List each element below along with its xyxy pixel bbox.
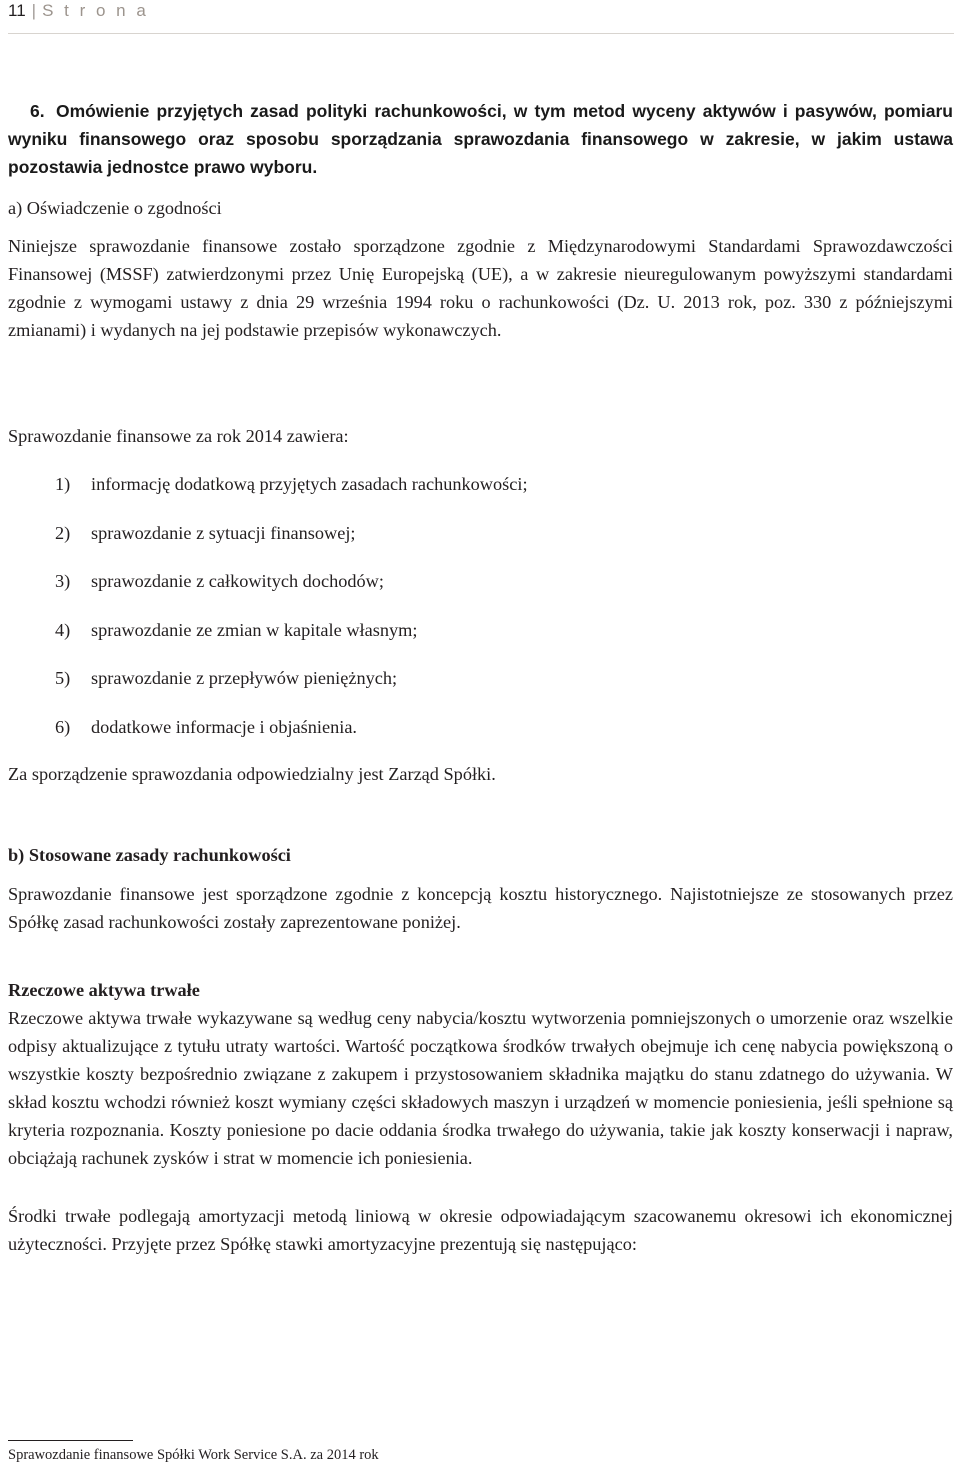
page-header	[8, 0, 149, 22]
list-item-text: sprawozdanie z sytuacji finansowej;	[91, 522, 356, 543]
page-number: 11	[8, 1, 26, 20]
page-label: S t r o n a	[42, 1, 149, 20]
section-b-heading: b) Stosowane zasady rachunkowości	[8, 845, 291, 865]
list-item-text: sprawozdanie z całkowitych dochodów;	[91, 571, 384, 592]
list-item-number: 4)	[55, 619, 71, 640]
page-footer: Sprawozdanie finansowe Spółki Work Service S.A. za 2014 rok	[8, 1447, 379, 1463]
fixed-assets-heading: Rzeczowe aktywa trwałe	[8, 980, 200, 1000]
list-item-text: sprawozdanie ze zmian w kapitale własnym;	[91, 619, 418, 640]
list-item-number: 3)	[55, 571, 71, 592]
contents-intro: Sprawozdanie finansowe za rok 2014 zawiera:	[8, 426, 349, 446]
contents-list	[55, 470, 955, 762]
list-item	[55, 519, 955, 568]
list-item	[55, 616, 955, 665]
header-separator: |	[31, 1, 37, 20]
accounting-basis-paragraph: Sprawozdanie finansowe jest sporządzone zgodnie z koncepcją kosztu historycznego. Najistotniejsze ze stosowanych przez Spółkę zasad rachunkowości zostały zaprezentowane poniżej.	[8, 884, 953, 932]
fixed-assets-paragraph: Rzeczowe aktywa trwałe wykazywane są według ceny nabycia/kosztu wytworzenia pomniejszonych o umorzenie oraz wszelkie odpisy aktualizujące z tytułu utraty wartości. Wartość początkowa środków trwałych obejmuje ich cenę nabycia powiększoną o wszystkie koszty bezpośrednio związane z zakupem i przystosowaniem składnika majątku do stanu zdatnego do używania. W skład kosztu wchodzi również koszt wymiany części składowych maszyn i urządzeń w momencie poniesienia, jeśli spełnione są kryteria rozpoznania. Koszty poniesione po dacie oddania środka trwałego do używania, takie jak koszty konserwacji i napraw, obciążają rachunek zysków i strat w momencie ich poniesienia.	[8, 1008, 953, 1168]
header-divider	[8, 33, 954, 34]
list-item	[55, 713, 955, 762]
section-6-title: Omówienie przyjętych zasad polityki rachunkowości, w tym metod wyceny aktywów i pasywów, pomiaru wyniku finansowego oraz sposobu sporządzania sprawozdania finansowego w zakresie, w jakim ustawa pozostawia jednostce prawo wyboru.	[8, 101, 953, 177]
list-item-number: 1)	[55, 474, 71, 494]
list-item	[55, 664, 955, 713]
list-item-text: dodatkowe informacje i objaśnienia.	[91, 716, 358, 737]
list-item	[55, 567, 955, 616]
section-6-heading	[8, 97, 953, 181]
compliance-paragraph: Niniejsze sprawozdanie finansowe zostało sporządzone zgodnie z Międzynarodowymi Standardami Sprawozdawczości Finansowej (MSSF) zatwierdzonymi przez Unię Europejską (UE), a w zakresie nieuregulowanym powyższymi standardami zgodnie z wymogami ustawy z dnia 29 września 1994 roku o rachunkowości (Dz. U. 2013 rok, poz. 330 z późniejszymi zmianami) i wydanych na jej podstawie przepisów wykonawczych.	[8, 236, 953, 340]
list-item-text: sprawozdanie z przepływów pieniężnych;	[91, 668, 398, 689]
section-6-number: 6.	[30, 101, 45, 121]
section-a-heading: a) Oświadczenie o zgodności	[8, 198, 222, 218]
footer-divider	[8, 1440, 133, 1441]
list-item	[55, 470, 955, 519]
responsibility-statement: Za sporządzenie sprawozdania odpowiedzialny jest Zarząd Spółki.	[8, 764, 496, 784]
list-item-number: 2)	[55, 522, 71, 543]
depreciation-paragraph: Środki trwałe podlegają amortyzacji metodą liniową w okresie odpowiadającym szacowanemu okresowi ich ekonomicznej użyteczności. Przyjęte przez Spółkę stawki amortyzacyjne prezentują się następująco:	[8, 1206, 953, 1254]
list-item-number: 5)	[55, 668, 71, 689]
list-item-text: informację dodatkową przyjętych zasadach rachunkowości;	[91, 474, 528, 494]
list-item-number: 6)	[55, 716, 71, 737]
